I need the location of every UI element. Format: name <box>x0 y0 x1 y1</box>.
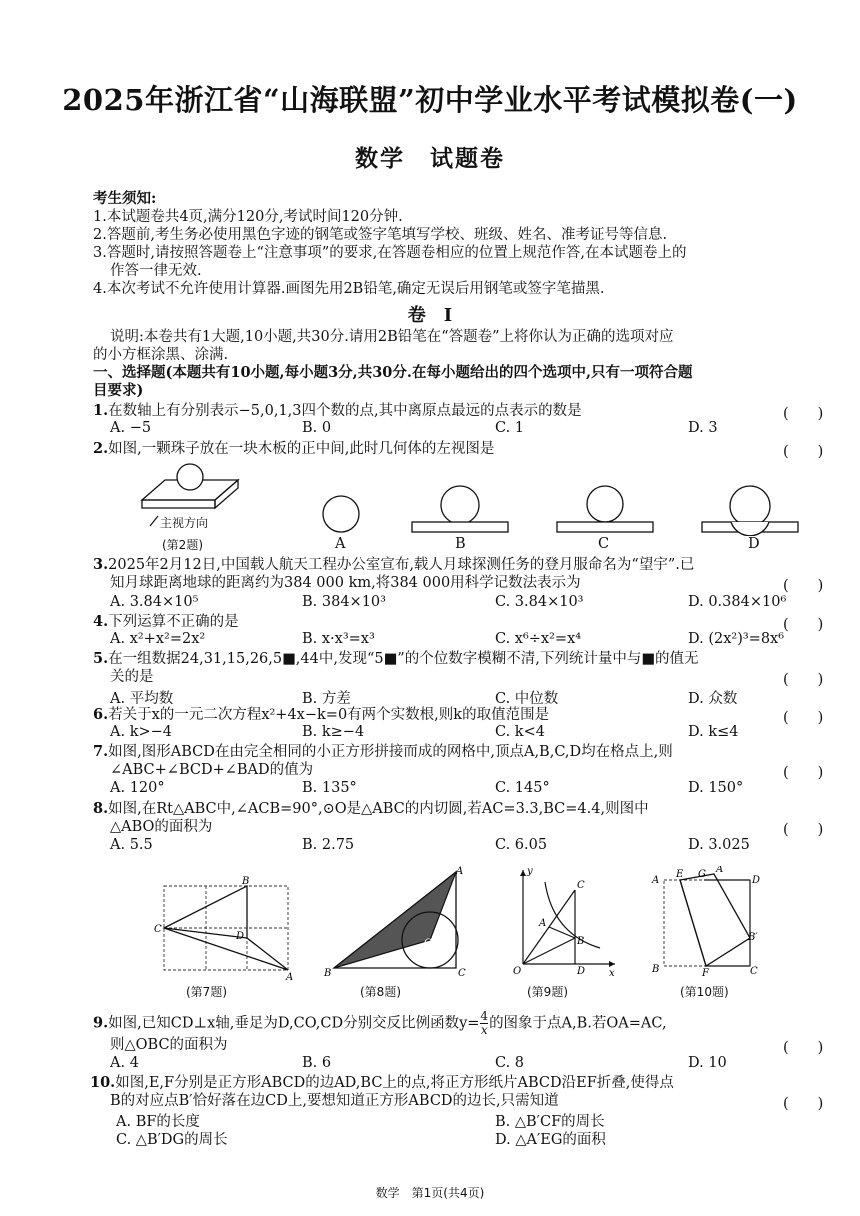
svg-text:D: D <box>752 875 761 886</box>
answer-paren: ( ) <box>783 822 824 838</box>
svg-text:E: E <box>676 869 684 880</box>
question-5-cont: 关的是 <box>110 669 154 685</box>
figure-label: 主视方向 <box>160 516 209 530</box>
choice-c-label: C <box>598 536 610 552</box>
question-5: 5.在一组数据24,31,15,26,5■,44中,发现“5■”的个位数字模糊不清,下列统计量中与■的值无 <box>93 650 699 667</box>
notice-item: 4.本次考试不允许使用计算器.画图先用2B铅笔,确定无误后用钢笔或签字笔描黑. <box>93 281 605 297</box>
option-a: A. x²+x²=2x² <box>110 631 206 647</box>
option-c: C. 3.84×10³ <box>495 594 584 610</box>
answer-paren: ( ) <box>783 1040 824 1056</box>
svg-text:C: C <box>577 880 585 891</box>
answer-paren: ( ) <box>783 672 824 688</box>
option-b: B. 2.75 <box>302 837 355 853</box>
svg-text:B: B <box>242 876 250 887</box>
question-10: 10.如图,E,F分别是正方形ABCD的边AD,BC上的点,将正方形纸片ABCD沿EF折叠,使得点 <box>90 1074 674 1091</box>
option-d: D. 10 <box>688 1055 727 1071</box>
question-7: 7.如图,图形ABCD在由完全相同的小正方形拼接而成的网格中,顶点A,B,C,D均在格点上,则 <box>93 743 673 760</box>
section-note: 的小方框涂黑、涂满. <box>93 347 229 363</box>
section-label: 卷 Ⅰ <box>407 305 453 326</box>
question-2: 2.如图,一颗珠子放在一块木板的正中间,此时几何体的左视图是 <box>93 440 495 457</box>
svg-text:B: B <box>577 936 585 947</box>
option-d: D. 3 <box>688 420 718 436</box>
choice-c-figure <box>555 484 655 536</box>
option-c: C. △B′DG的周长 <box>116 1132 228 1148</box>
choice-b-label: B <box>455 536 466 552</box>
question-10-cont: B的对应点B′恰好落在边CD上,要想知道正方形ABCD的边长,只需知道 <box>110 1093 559 1109</box>
svg-text:F: F <box>702 968 709 976</box>
answer-paren: ( ) <box>783 578 824 594</box>
svg-text:A: A <box>539 918 547 929</box>
option-b: B. 方差 <box>302 691 351 707</box>
page-subtitle: 数学 试题卷 <box>355 146 505 172</box>
notice-heading: 考生须知: <box>93 190 157 207</box>
option-b: B. △B′CF的周长 <box>495 1114 605 1130</box>
option-c: C. 1 <box>495 420 525 436</box>
svg-text:A: A <box>286 972 294 982</box>
option-a: A. k>−4 <box>110 724 173 740</box>
option-b: B. k≥−4 <box>302 724 365 740</box>
figure-caption: (第2题) <box>162 538 203 552</box>
figure-caption: (第8题) <box>360 985 401 999</box>
option-b: B. x·x³=x³ <box>302 631 375 647</box>
question-9-cont: 则△OBC的面积为 <box>110 1037 228 1053</box>
svg-text:C: C <box>750 966 758 976</box>
option-a: A. BF的长度 <box>116 1114 200 1130</box>
notice-item: 1.本试题卷共4页,满分120分,考试时间120分钟. <box>93 209 403 225</box>
choice-d-label: D <box>748 536 760 552</box>
figure-caption: (第9题) <box>527 985 568 999</box>
option-b: B. 0 <box>302 420 332 436</box>
part-heading: 目要求) <box>93 382 144 399</box>
option-d: D. 3.025 <box>688 837 750 853</box>
option-d: D. 150° <box>688 780 744 796</box>
figure-q7-grid <box>150 872 300 982</box>
choice-a-figure <box>318 494 364 534</box>
section-note: 说明:本卷共有1大题,10小题,共30分.请用2B铅笔在“答题卷”上将你认为正确的选项对应 <box>110 329 674 345</box>
option-c: C. k<4 <box>495 724 545 740</box>
choice-d-figure <box>700 484 800 536</box>
option-a: A. −5 <box>110 420 152 436</box>
svg-text:A: A <box>456 866 464 877</box>
option-c: C. 中位数 <box>495 691 559 707</box>
question-8: 8.如图,在Rt△ABC中,∠ACB=90°,⊙O是△ABC的内切圆,若AC=3.3,BC=4.4,则图中 <box>93 800 649 817</box>
notice-item: 3.答题时,请按照答题卷上“注意事项”的要求,在答题卷相应的位置上规范作答,在本试题卷上的 <box>93 245 687 261</box>
option-d: D. 0.384×10⁶ <box>688 594 787 610</box>
svg-text:O: O <box>424 938 433 949</box>
option-c: C. 6.05 <box>495 837 548 853</box>
question-3: 3.2025年2月12日,中国载人航天工程办公室宣布,载人月球探测任务的登月服命名为“望宇”.已 <box>93 556 695 573</box>
answer-paren: ( ) <box>783 617 824 633</box>
question-4: 4.下列运算不正确的是 <box>93 613 239 630</box>
answer-paren: ( ) <box>783 1096 824 1112</box>
svg-text:B: B <box>324 968 332 979</box>
answer-paren: ( ) <box>783 765 824 781</box>
option-a: A. 4 <box>110 1055 139 1071</box>
part-heading: 一、选择题(本题共有10小题,每小题3分,共30分.在每小题给出的四个选项中,只有一项符合题 <box>93 364 693 381</box>
question-3-cont: 知月球距离地球的距离约为384 000 km,将384 000用科学记数法表示为 <box>110 575 581 591</box>
option-d: D. k≤4 <box>688 724 739 740</box>
svg-text:B: B <box>652 964 660 975</box>
svg-text:G: G <box>698 869 706 880</box>
svg-text:O: O <box>513 966 522 977</box>
page-footer: 数学 第1页(共4页) <box>375 1186 485 1200</box>
option-b: B. 135° <box>302 780 357 796</box>
question-6: 6.若关于x的一元二次方程x²+4x−k=0有两个实数根,则k的取值范围是 <box>93 706 550 723</box>
question-7-cont: ∠ABC+∠BCD+∠BAD的值为 <box>110 762 314 778</box>
svg-text:x: x <box>609 968 615 979</box>
answer-paren: ( ) <box>783 406 824 422</box>
svg-text:A: A <box>652 875 660 886</box>
svg-text:D: D <box>236 931 245 942</box>
notice-item: 2.答题前,考生务必使用黑色字迹的钢笔或签字笔填写学校、班级、姓名、准考证号等信息. <box>93 227 668 243</box>
svg-text:y: y <box>527 866 533 877</box>
figure-caption: (第10题) <box>680 985 729 999</box>
answer-paren: ( ) <box>783 710 824 726</box>
option-d: D. △A′EG的面积 <box>495 1132 606 1148</box>
svg-text:D: D <box>577 966 586 977</box>
option-a: A. 120° <box>110 780 165 796</box>
svg-text:C: C <box>154 924 162 935</box>
option-a: A. 平均数 <box>110 691 174 707</box>
figure-q10-square <box>650 866 765 976</box>
notice-item: 作答一律无效. <box>110 263 202 279</box>
option-c: C. 145° <box>495 780 550 796</box>
option-b: B. 384×10³ <box>302 594 386 610</box>
option-d: D. (2x²)³=8x⁶ <box>688 631 785 647</box>
svg-text:B′: B′ <box>748 932 758 943</box>
option-c: C. 8 <box>495 1055 525 1071</box>
svg-text:A′: A′ <box>716 866 726 875</box>
figure-q9-axes <box>505 864 620 979</box>
question-1: 1.在数轴上有分别表示−5,0,1,3四个数的点,其中离原点最远的点表示的数是 <box>93 402 582 419</box>
option-d: D. 众数 <box>688 691 738 707</box>
svg-text:C: C <box>458 968 466 979</box>
option-b: B. 6 <box>302 1055 332 1071</box>
choice-a-label: A <box>335 536 346 552</box>
figure-caption: (第7题) <box>186 985 227 999</box>
question-8-cont: △ABO的面积为 <box>110 819 213 835</box>
choice-b-figure <box>410 484 510 536</box>
option-a: A. 3.84×10⁵ <box>110 594 199 610</box>
option-c: C. x⁶÷x²=x⁴ <box>495 631 582 647</box>
question-9: 9.如图,已知CD⊥x轴,垂足为D,CO,CD分别交反比例函数y= $\frac{4}{x}$ 的图象于点A,B.若OA=AC, <box>93 1009 667 1037</box>
page-title: 2025年浙江省“山海联盟”初中学业水平考试模拟卷(一) <box>62 83 798 117</box>
answer-paren: ( ) <box>783 444 824 460</box>
figure-q8-triangle <box>320 864 470 979</box>
option-a: A. 5.5 <box>110 837 153 853</box>
